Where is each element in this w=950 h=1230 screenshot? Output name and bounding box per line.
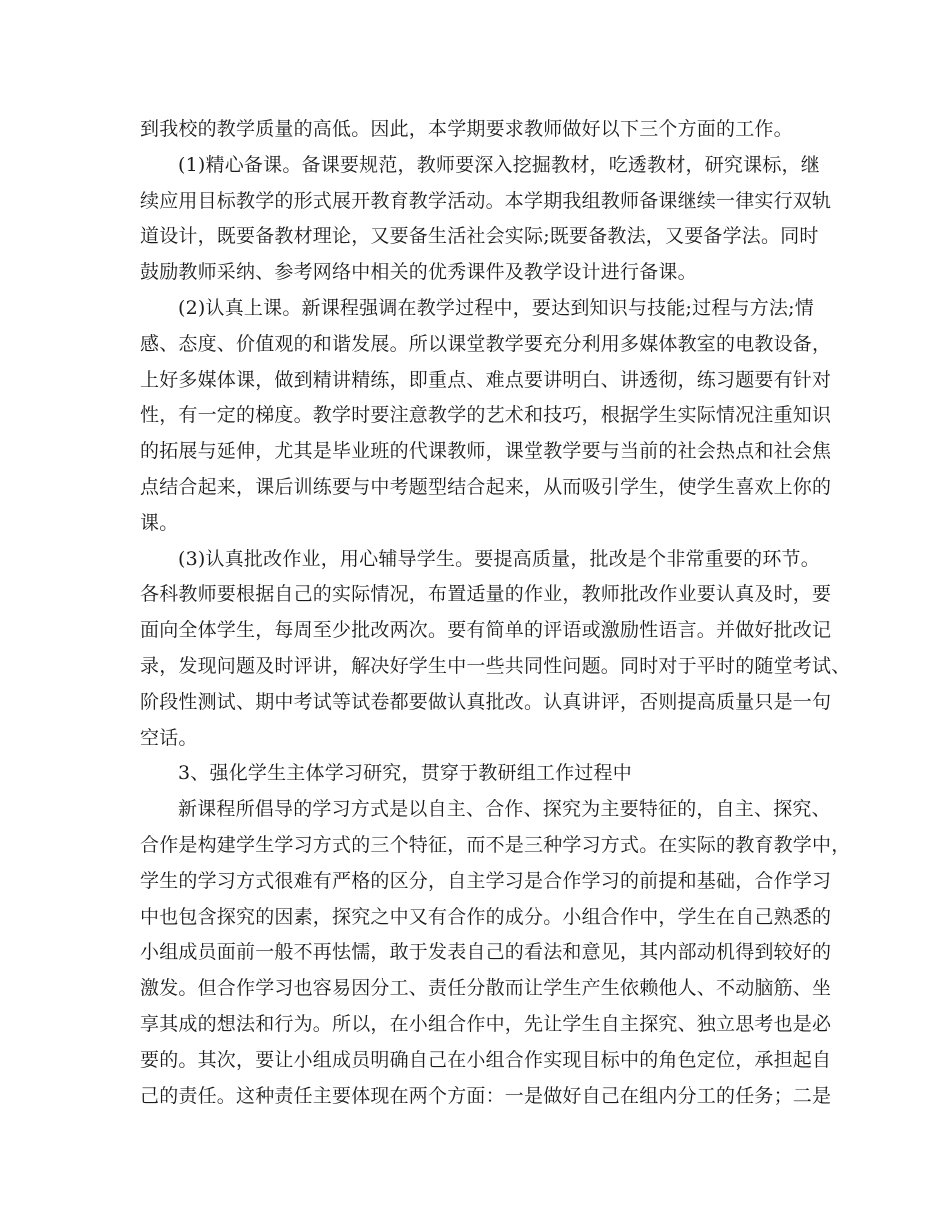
text-line: (2)认真上课。新课程强调在教学过程中，要达到知识与技能;过程与方法;情	[178, 296, 814, 319]
text-line: 鼓励教师采纳、参考网络中相关的优秀课件及教学设计进行备课。	[140, 261, 697, 284]
text-line: 的拓展与延伸，尤其是毕业班的代课教师，课堂教学要与当前的社会热点和社会焦	[140, 440, 832, 463]
text-line: 面向全体学生，每周至少批改两次。要有简单的评语或激励性语言。并做好批改记	[140, 619, 832, 642]
text-line: 续应用目标教学的形式展开教育教学活动。本学期我组教师备课继续一律实行双轨	[140, 189, 832, 212]
text-line: 中也包含探究的因素，探究之中又有合作的成分。小组合作中，学生在自己熟悉的	[140, 905, 832, 928]
text-line: 3、强化学生主体学习研究，贯穿于教研组工作过程中	[178, 762, 632, 785]
text-line: 上好多媒体课，做到精讲精练，即重点、难点要讲明白、讲透彻，练习题要有针对	[140, 368, 832, 391]
text-line: 课。	[140, 511, 179, 534]
text-line: 道设计，既要备教材理论，又要备生活社会实际;既要备教法，又要备学法。同时	[140, 225, 819, 248]
text-line: 空话。	[140, 726, 198, 749]
text-line: 阶段性测试、期中考试等试卷都要做认真批改。认真讲评，否则提高质量只是一句	[140, 690, 832, 713]
text-line: 各科教师要根据自己的实际情况，布置适量的作业，教师批改作业要认真及时，要	[140, 583, 832, 606]
text-line: 点结合起来，课后训练要与中考题型结合起来，从而吸引学生，使学生喜欢上你的	[140, 475, 832, 498]
text-line: 合作是构建学生学习方式的三个特征，而不是三种学习方式。在实际的教育教学中，	[140, 833, 851, 856]
text-line: 享其成的想法和行为。所以，在小组合作中，先让学生自主探究、独立思考也是必	[140, 1012, 832, 1035]
text-line: 新课程所倡导的学习方式是以自主、合作、探究为主要特征的，自主、探究、	[178, 798, 831, 821]
text-line: 要的。其次，要让小组成员明确自己在小组合作实现目标中的角色定位，承担起自	[140, 1048, 832, 1071]
document-body	[140, 112, 851, 1114]
text-line: (1)精心备课。备课要规范，教师要深入挖掘教材，吃透教材，研究课标，继	[178, 153, 820, 176]
text-line: 感、态度、价值观的和谐发展。所以课堂教学要充分利用多媒体教室的电教设备，	[140, 332, 832, 355]
text-line: 激发。但合作学习也容易因分工、责任分散而让学生产生依赖他人、不动脑筋、坐	[140, 977, 832, 1000]
text-line: 到我校的教学质量的高低。因此，本学期要求教师做好以下三个方面的工作。	[140, 118, 793, 140]
text-line: 录，发现问题及时评讲，解决好学生中一些共同性问题。同时对于平时的随堂考试、	[140, 654, 851, 677]
text-line: 小组成员面前一般不再怯懦，敢于发表自己的看法和意见，其内部动机得到较好的	[140, 941, 832, 964]
text-line: (3)认真批改作业，用心辅导学生。要提高质量，批改是个非常重要的环节。	[178, 547, 820, 570]
text-line: 己的责任。这种责任主要体现在两个方面：一是做好自己在组内分工的任务；二是	[140, 1084, 832, 1107]
text-line: 性，有一定的梯度。教学时要注意教学的艺术和技巧，根据学生实际情况注重知识	[140, 404, 832, 427]
text-line: 学生的学习方式很难有严格的区分，自主学习是合作学习的前提和基础，合作学习	[140, 869, 832, 892]
